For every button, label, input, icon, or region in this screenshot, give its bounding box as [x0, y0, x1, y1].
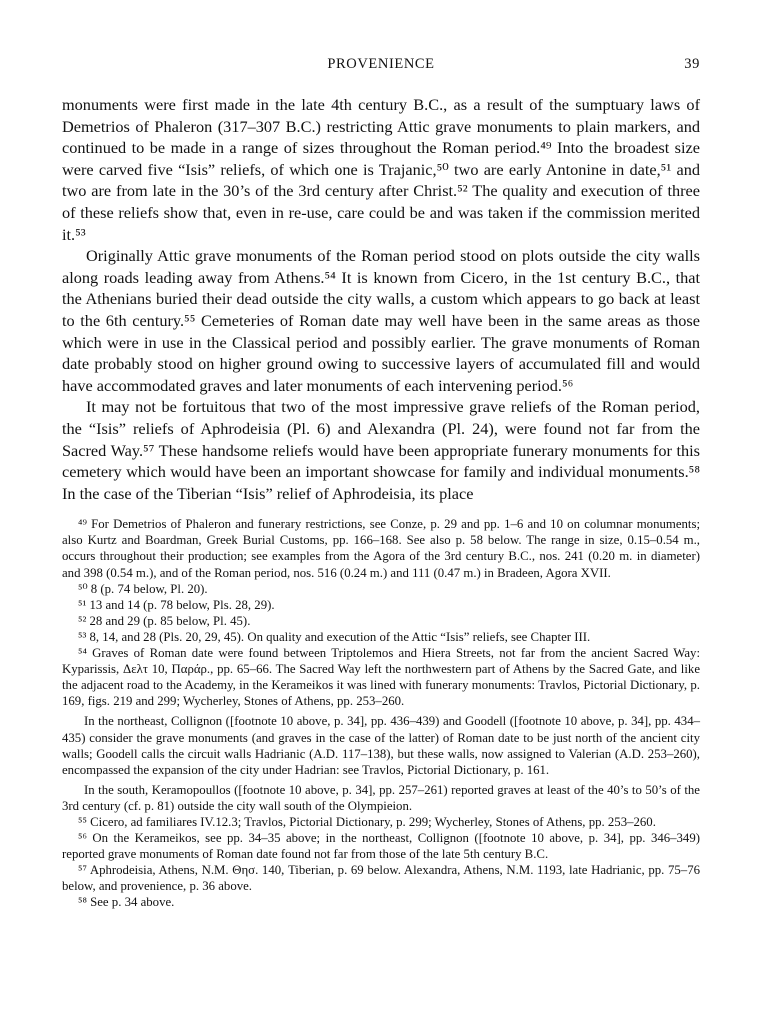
body-paragraph: It may not be fortuitous that two of the most impressive grave reliefs of the Roman period, the “Isis” reliefs of Aphrodeisia (Pl. 6) and Alexandra (Pl. 24), were found not far from the Sacred Way.⁵⁷ These handsome reliefs would have been appropriate funerary monuments for this cemetery which would have been an important showcase for family and individual monuments.⁵⁸ In the case of the Tiberian “Isis” relief of Aphrodeisia, its place: [62, 397, 700, 503]
body-paragraph: monuments were first made in the late 4th century B.C., as a result of the sumptuary laws of Demetrios of Phaleron (317–307 B.C.) restricting Attic grave monuments to plain markers, and continued to be made in a range of sizes throughout the Roman period.⁴⁹ Into the broadest size were carved five “Isis” reliefs, of which one is Trajanic,⁵⁰ two are early Antonine in date,⁵¹ and two are from late in the 30’s of the 3rd century after Christ.⁵² The quality and execution of three of these reliefs show that, even in re-use, care could be and was taken if the commission merited it.⁵³: [62, 95, 700, 244]
page-number: 39: [684, 56, 700, 72]
running-head: [62, 56, 700, 78]
footnote: ⁵⁰ 8 (p. 74 below, Pl. 20).: [78, 581, 208, 596]
body-text: [62, 94, 700, 504]
footnote: ⁵⁵ Cicero, ad familiares IV.12.3; Travlos, Pictorial Dictionary, p. 299; Wycherley, Stones of Athens, pp. 253–260.: [78, 814, 656, 829]
footnote: ⁵⁷ Aphrodeisia, Athens, N.M. Θησ. 140, Tiberian, p. 69 below. Alexandra, Athens, N.M. 1193, late Hadrianic, pp. 75–76 below, and provenience, p. 36 above.: [62, 863, 700, 894]
footnote: ⁵⁴ Graves of Roman date were found between Triptolemos and Hiera Streets, not far from the ancient Sacred Way: Kyparissis, Δελτ 10, Παράρ., pp. 65–66. The Sacred Way left the northwestern part of Athens by the Sacred Gate, and like the adjacent road to the Academy, in the Kerameikos it was lined with funerary monuments: Travlos, Pictorial Dictionary, p. 169, figs. 219 and 299; Wycherley, Stones of Athens, pp. 253–260.: [62, 646, 700, 709]
footnote-continuation: In the northeast, Collignon ([footnote 10 above, p. 34], pp. 436–439) and Goodell ([footnote 10 above, p. 34], pp. 434–435) consider the grave monuments (and graves in the case of the latter) of Roman date to be just north of the ancient city walls; Goodell calls the circuit walls Hadrianic (A.D. 117–138), but these walls, now assigned to Valerian (A.D. 253–260), encompassed the expansion of the city under Hadrian: see Travlos, Pictorial Dictionary, p. 161.: [62, 714, 700, 777]
footnote: ⁵³ 8, 14, and 28 (Pls. 20, 29, 45). On quality and execution of the Attic “Isis” reliefs, see Chapter III.: [78, 629, 591, 644]
running-title: PROVENIENCE: [327, 56, 435, 72]
footnote-continuation: In the south, Keramopoullos ([footnote 10 above, p. 34], pp. 257–261) reported graves at least of the 40’s to 50’s of the 3rd century (cf. p. 81) outside the city wall south of the Olympieion.: [62, 782, 700, 813]
footnotes: [62, 516, 700, 910]
footnote: ⁵⁸ See p. 34 above.: [78, 895, 175, 910]
footnote: ⁴⁹ For Demetrios of Phaleron and funerary restrictions, see Conze, p. 29 and pp. 1–6 and 10 on columnar monuments; also Kurtz and Boardman, Greek Burial Customs, pp. 166–168. See also p. 58 below. The range in size, 0.15–0.54 m., occurs throughout their production; see examples from the Agora of the 3rd century B.C., nos. 241 (0.20 m. in diameter) and 398 (0.54 m.), and of the Roman period, nos. 516 (0.24 m.) and 111 (0.47 m.) in Bradeen, Agora XVII.: [62, 517, 700, 580]
body-paragraph: Originally Attic grave monuments of the Roman period stood on plots outside the city walls along roads leading away from Athens.⁵⁴ It is known from Cicero, in the 1st century B.C., that the Athenians buried their dead outside the city walls, a custom which appears to go back at least to the 6th century.⁵⁵ Cemeteries of Roman date may well have been in the same areas as those which were in use in the Classical period and possibly earlier. The grave monuments of Roman date probably stood on higher ground owing to successive layers of accumulated fill and would have accommodated graves and later monuments of each intervening period.⁵⁶: [62, 246, 700, 395]
footnote: ⁵⁶ On the Kerameikos, see pp. 34–35 above; in the northeast, Collignon ([footnote 10 above, p. 34], pp. 346–349) reported grave monuments of Roman date found not far from those of the late 5th century B.C.: [62, 831, 700, 862]
footnote: ⁵¹ 13 and 14 (p. 78 below, Pls. 28, 29).: [78, 597, 275, 612]
footnote: ⁵² 28 and 29 (p. 85 below, Pl. 45).: [78, 613, 251, 628]
